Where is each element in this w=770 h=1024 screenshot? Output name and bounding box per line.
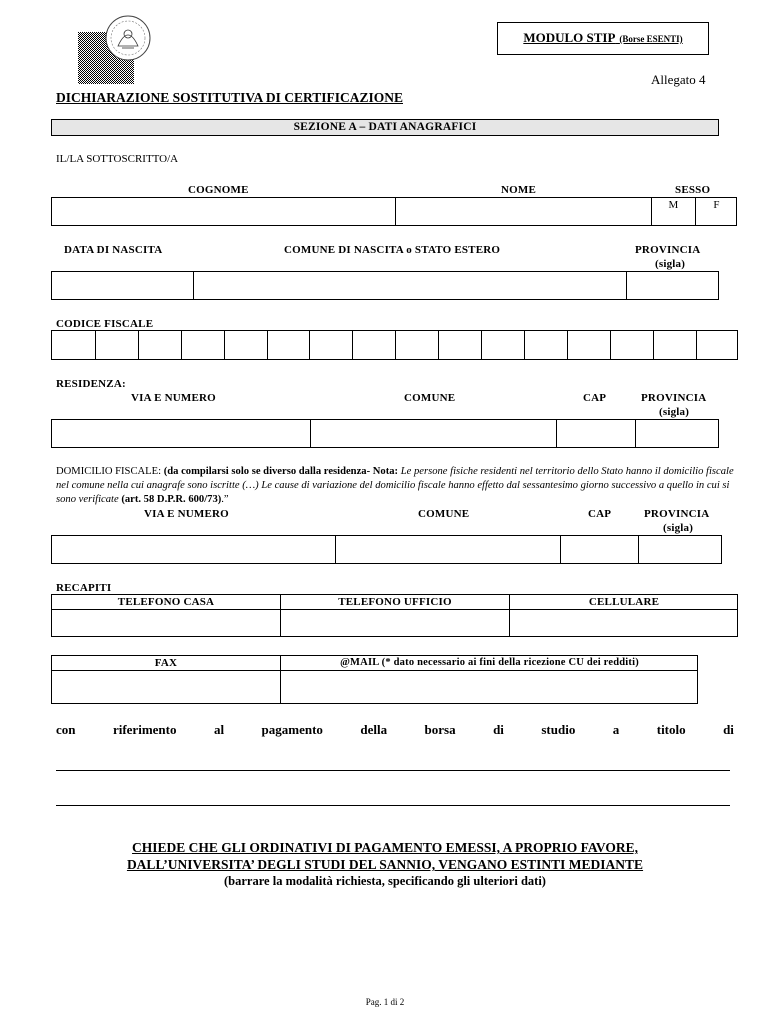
section-a-title: SEZIONE A – DATI ANAGRAFICI (293, 121, 477, 133)
residenza-title: RESIDENZA: (56, 378, 126, 390)
richiesta-line-1: CHIEDE CHE GLI ORDINATIVI DI PAGAMENTO EMESSI, A PROPRIO FAVORE, (132, 840, 638, 855)
rif-word: studio (541, 722, 576, 737)
rif-word: con (56, 722, 76, 737)
domicilio-provincia-label: PROVINCIA (644, 508, 710, 520)
provincia-nascita-field[interactable] (627, 272, 719, 299)
residenza-provincia-field[interactable] (636, 420, 719, 447)
domicilio-via-label: VIA E NUMERO (144, 508, 229, 520)
tel-casa-field[interactable] (52, 610, 280, 637)
tel-ufficio-label: TELEFONO UFFICIO (338, 596, 452, 608)
residenza-comune-label: COMUNE (404, 392, 456, 404)
rif-word: riferimento (112, 722, 177, 737)
tel-casa-label: TELEFONO CASA (117, 596, 215, 608)
recapiti-table (51, 594, 738, 637)
domicilio-close: .” (221, 494, 229, 505)
domicilio-italic: Le persone fisiche residenti nel territorio dello Stato hanno il domicilio fiscale nel comune nella cui anagrafe sono iscritte (…) Le cause di variazione del domicilio fiscale hanno effetto dal sessantesimo giorno successivo a quello in cui si sono verificate (56, 466, 734, 505)
rif-word: pagamento (261, 722, 323, 737)
cognome-field[interactable] (52, 198, 395, 225)
domicilio-cap-field[interactable] (561, 536, 638, 563)
fax-label: FAX (154, 657, 178, 669)
recapiti-title: RECAPITI (56, 582, 112, 594)
riferimento-blank-1[interactable] (56, 769, 730, 771)
rif-word: al (213, 722, 225, 737)
riferimento-line (56, 722, 734, 738)
birth-row (51, 271, 719, 300)
domicilio-ref: (art. 58 D.P.R. 600/73) (121, 494, 222, 505)
residenza-provincia-label: PROVINCIA (641, 392, 707, 404)
domicilio-comune-label: COMUNE (418, 508, 470, 520)
richiesta-line-2: DALL’UNIVERSITA’ DEGLI STUDI DEL SANNIO, VENGANO ESTINTI MEDIANTE (126, 857, 644, 872)
domicilio-lead: DOMICILIO FISCALE: (56, 466, 162, 477)
riferimento-blank-2[interactable] (56, 804, 730, 806)
nome-label: NOME (501, 184, 537, 196)
domicilio-row (51, 535, 722, 564)
fax-field[interactable] (52, 671, 280, 704)
rif-word: della (360, 722, 388, 737)
domicilio-note (56, 465, 736, 507)
mail-label: @MAIL (* dato necessario ai fini della ricezione CU dei redditi) (340, 657, 639, 668)
document-title: DICHIARAZIONE SOSTITUTIVA DI CERTIFICAZIONE (56, 90, 403, 105)
richiesta-note: (barrare la modalità richiesta, specificando gli ulteriori dati) (224, 874, 546, 888)
domicilio-cap-label: CAP (588, 508, 612, 520)
rif-word: borsa (424, 722, 456, 737)
cellulare-label: CELLULARE (588, 596, 660, 608)
provincia-nascita-label: PROVINCIA (635, 244, 701, 256)
domicilio-via-field[interactable] (52, 536, 335, 563)
sex-m-checkbox[interactable] (652, 198, 695, 225)
page-number: Pag. 1 di 2 (365, 997, 405, 1007)
codice-fiscale-field[interactable] (51, 330, 738, 360)
residenza-cap-label: CAP (583, 392, 607, 404)
domicilio-sigla: (sigla) (663, 522, 694, 534)
undersigned-label: IL/LA SOTTOSCRITTO/A (56, 153, 179, 165)
comune-nascita-label: COMUNE DI NASCITA o STATO ESTERO (284, 244, 501, 256)
sex-f-label: F (713, 199, 720, 211)
comune-nascita-field[interactable] (194, 272, 626, 299)
residenza-via-field[interactable] (52, 420, 310, 447)
tel-ufficio-field[interactable] (281, 610, 509, 637)
rif-word: di (493, 722, 504, 737)
module-label (497, 29, 709, 47)
data-nascita-label: DATA DI NASCITA (64, 244, 163, 256)
residenza-sigla: (sigla) (659, 406, 690, 418)
cellulare-field[interactable] (510, 610, 738, 637)
cognome-label: COGNOME (188, 184, 249, 196)
allegato-label: Allegato 4 (651, 72, 706, 87)
fax-mail-table (51, 655, 698, 704)
sex-m-label: M (668, 199, 679, 211)
module-main: MODULO STIP (523, 30, 616, 45)
name-row (51, 197, 737, 226)
domicilio-comune-field[interactable] (336, 536, 560, 563)
sesso-label: SESSO (675, 184, 711, 196)
residenza-via-label: VIA E NUMERO (131, 392, 216, 404)
residenza-row (51, 419, 719, 448)
module-sub: (Borse ESENTI) (619, 34, 683, 44)
rif-word: titolo (656, 722, 686, 737)
mail-field[interactable] (281, 671, 698, 704)
rif-word: di (723, 722, 734, 737)
codice-fiscale-label: CODICE FISCALE (56, 318, 154, 330)
domicilio-provincia-field[interactable] (639, 536, 722, 563)
domicilio-bold: (da compilarsi solo se diverso dalla residenza- Nota: (163, 466, 399, 477)
provincia-nascita-sigla: (sigla) (655, 258, 686, 270)
residenza-cap-field[interactable] (557, 420, 635, 447)
rif-word: a (612, 722, 620, 737)
university-logo (78, 14, 158, 84)
residenza-comune-field[interactable] (311, 420, 556, 447)
sex-f-checkbox[interactable] (696, 198, 737, 225)
nome-field[interactable] (396, 198, 651, 225)
data-nascita-field[interactable] (52, 272, 193, 299)
